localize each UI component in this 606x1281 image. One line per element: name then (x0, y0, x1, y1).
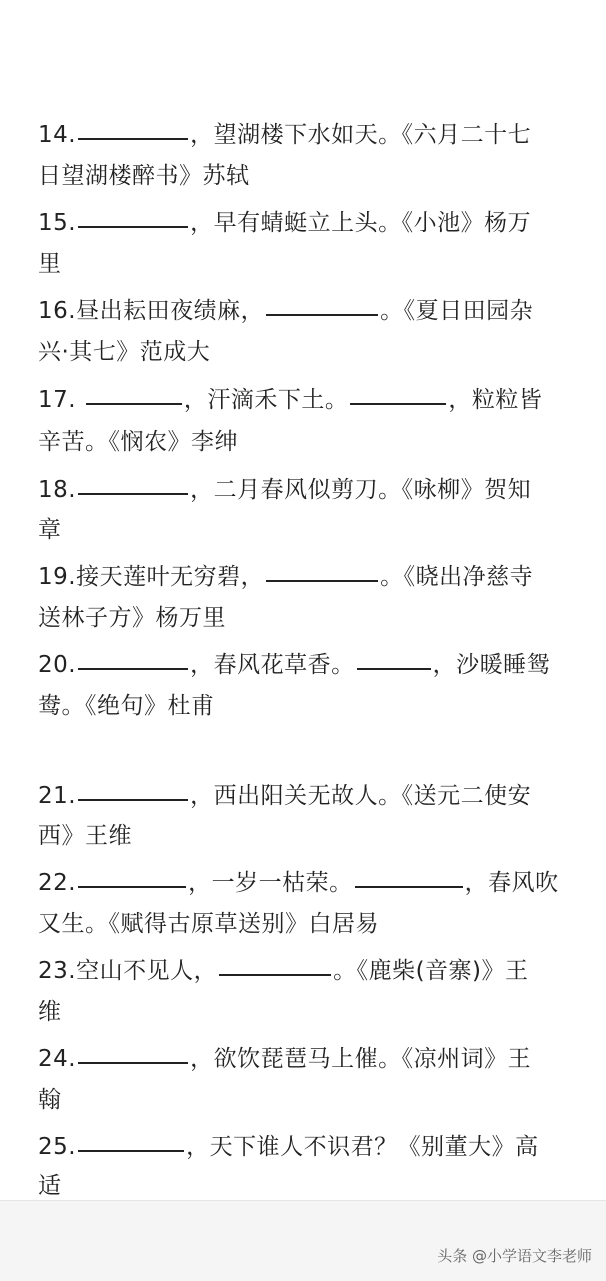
line-text: 17. (38, 387, 84, 413)
line-text: ，春风吹 (464, 870, 559, 896)
fill-blank[interactable] (78, 638, 188, 670)
fill-blank[interactable] (78, 1032, 188, 1064)
fill-blank[interactable] (78, 108, 188, 140)
poem-line-19-a (38, 552, 578, 596)
poem-line-16-b (38, 330, 578, 374)
fill-blank[interactable] (78, 196, 188, 228)
poem-line-18-a (38, 465, 578, 509)
poem-line-14-b (38, 154, 578, 198)
line-text: 20. (38, 652, 77, 678)
line-text: ，汗滴禾下土。 (183, 387, 349, 413)
poem-line-22-b (38, 902, 578, 946)
line-text: ，二月春风似剪刀。《咏柳》贺知 (190, 477, 532, 503)
poem-line-17-a (38, 375, 578, 419)
fill-blank[interactable] (219, 944, 331, 976)
line-text: 翰 (38, 1087, 62, 1113)
poem-line-20-a (38, 640, 578, 684)
line-text: 。《鹿柴(音寨)》王 (333, 958, 529, 984)
line-text: 西》王维 (38, 823, 132, 849)
fill-blank[interactable] (350, 373, 446, 405)
line-text: 兴·其七》范成大 (38, 339, 211, 365)
line-text: ，欲饮琵琶马上催。《凉州词》王 (190, 1046, 532, 1072)
fill-blank[interactable] (78, 1120, 184, 1152)
line-text: 24. (38, 1046, 77, 1072)
poem-line-25-b (38, 1164, 578, 1200)
line-text: 25. (38, 1134, 77, 1160)
poem-line-19-b (38, 596, 578, 640)
poem-line-15-a (38, 198, 578, 242)
line-text: 。《夏日田园杂 (380, 298, 534, 324)
line-text: 19.接天莲叶无穷碧， (38, 564, 265, 590)
line-text: 21. (38, 783, 77, 809)
bottom-bar (0, 1200, 606, 1281)
line-text: 里 (38, 251, 62, 277)
line-text: 鸯。《绝句》杜甫 (38, 693, 215, 719)
line-text: 。《晓出净慈寺 (380, 564, 534, 590)
line-text: ，春风花草香。 (190, 652, 355, 678)
poem-line-21-a (38, 771, 578, 815)
line-text: 15. (38, 210, 77, 236)
poem-line-23-b (38, 990, 578, 1034)
fill-blank[interactable] (266, 284, 378, 316)
line-text: ，望湖楼下水如天。《六月二十七 (190, 122, 532, 148)
line-text: 维 (38, 999, 62, 1025)
line-text: 14. (38, 122, 77, 148)
line-text: 适 (38, 1173, 62, 1199)
fill-blank[interactable] (357, 638, 431, 670)
line-text: ，一岁一枯荣。 (188, 870, 353, 896)
line-text: 22. (38, 870, 77, 896)
line-text: 又生。《赋得古原草送别》白居易 (38, 911, 379, 937)
poem-line-25-a (38, 1122, 578, 1166)
line-text: 章 (38, 517, 62, 543)
poem-line-23-a (38, 946, 578, 990)
line-text: ，粒粒皆 (448, 387, 543, 413)
fill-blank[interactable] (78, 769, 188, 801)
line-text: ，沙暖睡鸳 (432, 652, 551, 678)
line-text: 23.空山不见人， (38, 958, 218, 984)
poem-line-24-b (38, 1078, 578, 1122)
poem-line-24-a (38, 1034, 578, 1078)
poem-line-18-b (38, 508, 578, 552)
poem-line-20-b (38, 684, 578, 728)
line-text: ，西出阳关无故人。《送元二使安 (190, 783, 532, 809)
author-watermark: 头条 @小学语文李老师 (437, 1247, 592, 1265)
line-text: 辛苦。《悯农》李绅 (38, 429, 238, 455)
line-text: 送林子方》杨万里 (38, 605, 226, 631)
poem-line-17-b (38, 420, 578, 464)
line-text: ，早有蜻蜓立上头。《小池》杨万 (190, 210, 532, 236)
poem-line-14-a (38, 110, 578, 154)
poem-line-22-a (38, 858, 578, 902)
line-text: 日望湖楼醉书》苏轼 (38, 163, 250, 189)
fill-blank[interactable] (266, 550, 378, 582)
fill-blank[interactable] (78, 856, 186, 888)
poem-line-16-a (38, 286, 578, 330)
fill-blank[interactable] (86, 373, 182, 405)
fill-blank[interactable] (355, 856, 463, 888)
line-text: 16.昼出耘田夜绩麻， (38, 298, 265, 324)
line-text: 18. (38, 477, 77, 503)
poem-line-15-b (38, 242, 578, 286)
line-text: ，天下谁人不识君？《别董大》高 (186, 1134, 539, 1160)
fill-blank[interactable] (78, 463, 188, 495)
poem-line-21-b (38, 814, 578, 858)
